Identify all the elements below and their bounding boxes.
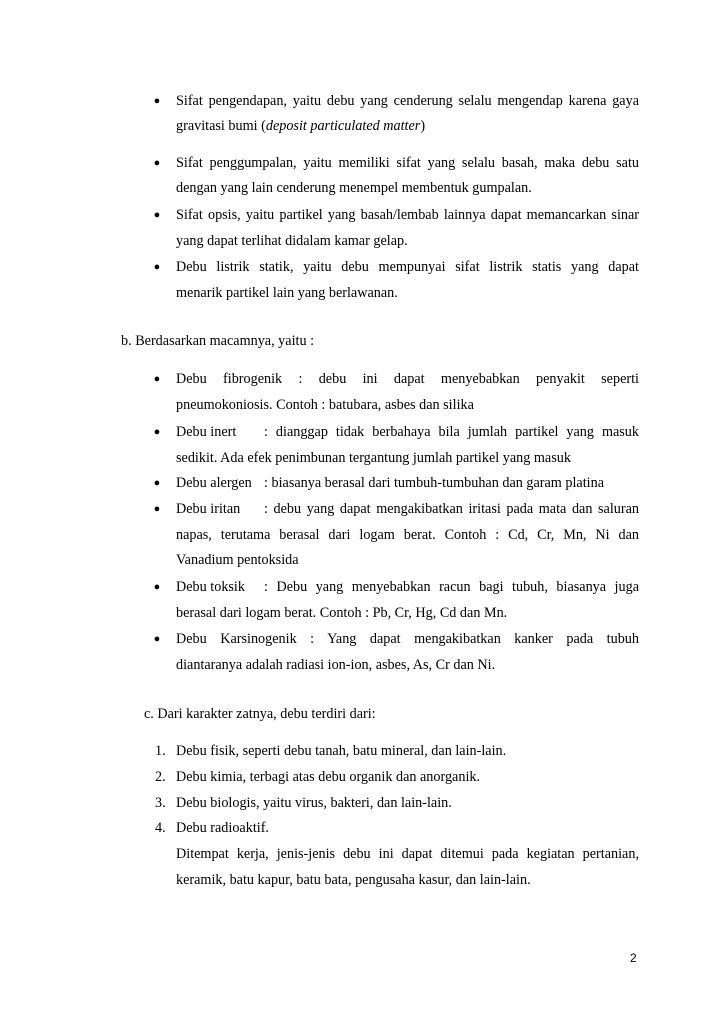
bullet-icon: ● xyxy=(153,209,161,221)
b1-rest: : debu ini dapat menyebabkan penyakit seperti xyxy=(298,371,639,387)
b4-rest: : debu yang dapat mengakibatkan iritasi pada mata dan saluran xyxy=(264,501,639,517)
bullet-a3-line1: Sifat opsis, yaitu partikel yang basah/lembab lainnya dapat memancarkan sinar xyxy=(176,207,639,223)
b6-line2: diantaranya adalah radiasi ion-ion, asbes, As, Cr dan Ni. xyxy=(176,657,496,673)
c4-number: 4. xyxy=(155,820,166,836)
b2-rest: : dianggap tidak berbahaya bila jumlah partikel yang masuk xyxy=(264,424,639,440)
b1-term: Debu fibrogenik xyxy=(176,371,283,387)
bullet-icon: ● xyxy=(153,426,161,438)
bullet-a1-line1: Sifat pengendapan, yaitu debu yang cenderung selalu mengendap karena gaya xyxy=(176,93,639,109)
section-b-heading: b. Berdasarkan macamnya, yaitu : xyxy=(121,333,315,349)
b1-line2: pneumokoniosis. Contoh : batubara, asbes dan silika xyxy=(176,397,474,413)
b4-line3: Vanadium pentoksida xyxy=(176,552,299,568)
b5-rest: : Debu yang menyebabkan racun bagi tubuh, biasanya juga xyxy=(264,579,639,595)
b3-term: Debu alergen xyxy=(176,475,252,491)
b6-term: Debu Karsinogenik xyxy=(176,631,297,647)
bullet-icon: ● xyxy=(153,477,161,489)
page-number: 2 xyxy=(630,951,637,965)
bullet-icon: ● xyxy=(153,373,161,385)
c-closing-line1: Ditempat kerja, jenis-jenis debu ini dapat ditemui pada kegiatan pertanian, xyxy=(176,846,639,862)
c3-text: Debu biologis, yaitu virus, bakteri, dan lain-lain. xyxy=(176,795,452,811)
c1-number: 1. xyxy=(155,743,166,759)
c2-text: Debu kimia, terbagi atas debu organik dan anorganik. xyxy=(176,769,481,785)
b3-rest: : biasanya berasal dari tumbuh-tumbuhan dan garam platina xyxy=(264,475,604,491)
b5-term: Debu toksik xyxy=(176,579,245,595)
bullet-a2-line2: dengan yang lain cenderung menempel membentuk gumpalan. xyxy=(176,180,532,196)
bullet-icon: ● xyxy=(153,503,161,515)
c-closing-line2: keramik, batu kapur, batu bata, pengusaha kasur, dan lain-lain. xyxy=(176,872,531,888)
c2-number: 2. xyxy=(155,769,166,785)
bullet-icon: ● xyxy=(153,261,161,273)
c1-text: Debu fisik, seperti debu tanah, batu mineral, dan lain-lain. xyxy=(176,743,507,759)
bullet-a1-line2 xyxy=(176,117,425,135)
b4-line2: napas, terutama berasal dari logam berat. Contoh : Cd, Cr, Mn, Ni dan xyxy=(176,527,639,543)
c3-number: 3. xyxy=(155,795,166,811)
b6-line1 xyxy=(176,630,639,648)
bullet-a1-line2-italic: deposit particulated matter xyxy=(265,118,421,134)
b1-line1 xyxy=(176,370,639,388)
bullet-a2-line1: Sifat penggumpalan, yaitu memiliki sifat yang selalu basah, maka debu satu xyxy=(176,155,639,171)
bullet-a1-line2-post: ) xyxy=(420,118,426,134)
b2-line2: sedikit. Ada efek penimbunan tergantung jumlah partikel yang masuk xyxy=(176,450,571,466)
bullet-icon: ● xyxy=(153,633,161,645)
section-c-heading: c. Dari karakter zatnya, debu terdiri dari: xyxy=(144,706,376,722)
bullet-icon: ● xyxy=(153,581,161,593)
bullet-a3-line2: yang dapat terlihat didalam kamar gelap. xyxy=(176,233,408,249)
bullet-icon: ● xyxy=(153,95,161,107)
bullet-icon: ● xyxy=(153,157,161,169)
b5-line2: berasal dari logam berat. Contoh : Pb, Cr, Hg, Cd dan Mn. xyxy=(176,605,508,621)
b2-term: Debu inert xyxy=(176,424,237,440)
bullet-a1-line2-pre: gravitasi bumi ( xyxy=(176,118,266,134)
b6-rest: : Yang dapat mengakibatkan kanker pada tubuh xyxy=(310,631,639,647)
c4-text: Debu radioaktif. xyxy=(176,820,269,836)
bullet-a4-line1: Debu listrik statik, yaitu debu mempunyai sifat listrik statis yang dapat xyxy=(176,259,639,275)
bullet-a4-line2: menarik partikel lain yang berlawanan. xyxy=(176,285,398,301)
b4-term: Debu iritan xyxy=(176,501,241,517)
